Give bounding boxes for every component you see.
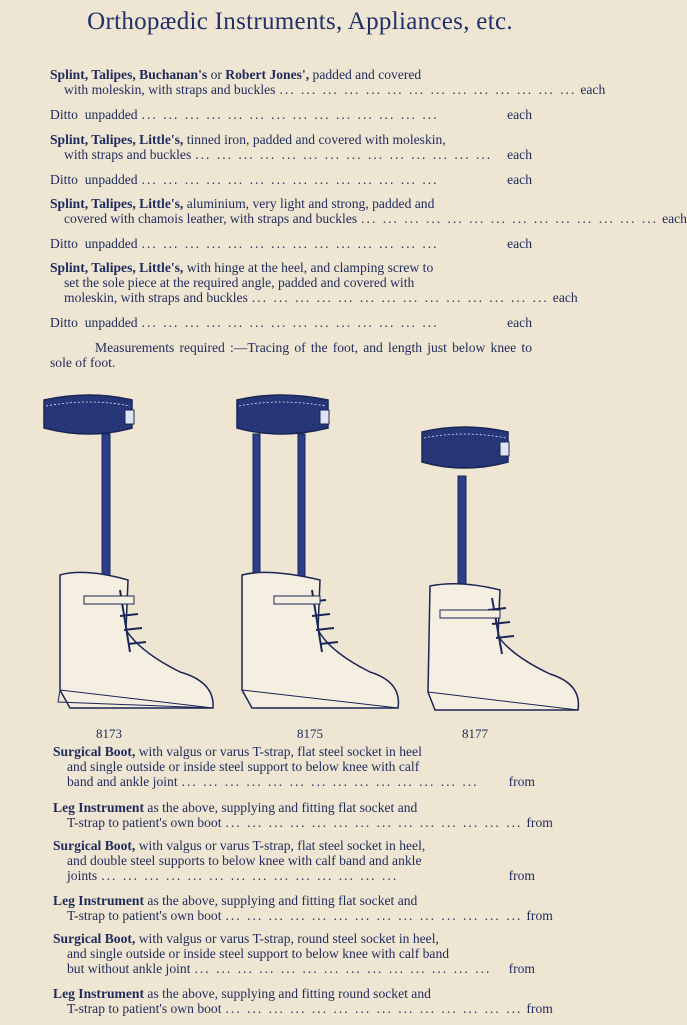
entry-name: Surgical Boot, bbox=[53, 931, 136, 946]
dot-leader: ... ... ... ... ... ... ... ... ... ... ... ... ... ... bbox=[225, 908, 523, 923]
entry-text: aluminium, very light and strong, padded and bbox=[183, 196, 435, 211]
entry-name: Splint, Talipes, Little's, bbox=[50, 260, 184, 275]
price-unit: from bbox=[526, 1001, 553, 1016]
dot-leader: ... ... ... ... ... ... ... ... ... ... ... ... ... ... bbox=[225, 815, 523, 830]
dot-leader: ... ... ... ... ... ... ... ... ... ... ... ... ... ... bbox=[181, 774, 479, 789]
splint-entry-1 bbox=[50, 67, 606, 97]
entry-text: and single outside or inside steel support to below knee with calf bbox=[67, 759, 420, 774]
splint-entry-2 bbox=[50, 107, 532, 122]
dot-leader: ... ... ... ... ... ... ... ... ... ... ... ... ... ... bbox=[141, 107, 439, 122]
entry-text: unpadded bbox=[84, 315, 138, 330]
entry-text: with hinge at the heel, and clamping screw to bbox=[183, 260, 434, 275]
dot-leader: ... ... ... ... ... ... ... ... ... ... ... ... ... ... bbox=[141, 172, 439, 187]
ditto-label: Ditto bbox=[50, 107, 78, 122]
price-unit: from bbox=[508, 868, 535, 883]
entry-name: Splint, Talipes, Little's, bbox=[50, 132, 184, 147]
dot-leader: ... ... ... ... ... ... ... ... ... ... ... ... ... ... bbox=[195, 147, 493, 162]
entry-text: but without ankle joint bbox=[67, 961, 191, 976]
splint-entry-6 bbox=[50, 236, 532, 251]
entry-text: as the above, supplying and fitting flat socket and bbox=[144, 800, 418, 815]
entry-text: and single outside or inside steel support to below knee with calf band bbox=[67, 946, 450, 961]
boot-entry-6 bbox=[53, 986, 553, 1016]
boot-entry-2 bbox=[53, 800, 553, 830]
price-unit: from bbox=[526, 908, 553, 923]
boot-8173-icon bbox=[44, 395, 213, 708]
entry-name: Surgical Boot, bbox=[53, 744, 136, 759]
splint-entry-5 bbox=[50, 196, 687, 226]
price-unit: each bbox=[662, 211, 687, 226]
entry-name: Leg Instrument bbox=[53, 800, 145, 815]
ditto-label: Ditto bbox=[50, 315, 78, 330]
price-unit: from bbox=[526, 815, 553, 830]
entry-text: as the above, supplying and fitting round socket and bbox=[144, 986, 431, 1001]
price-unit: each bbox=[507, 315, 532, 330]
entry-text: moleskin, with straps and buckles bbox=[64, 290, 248, 305]
price-unit: each bbox=[507, 147, 532, 162]
entry-text: padded and covered bbox=[309, 67, 422, 82]
entry-text: unpadded bbox=[84, 172, 138, 187]
entry-text: unpadded bbox=[84, 236, 138, 251]
measurements-note: Measurements required :—Tracing of the foot, and length just below knee to sole of foot. bbox=[50, 340, 532, 370]
entry-text: and double steel supports to below knee with calf band and ankle bbox=[67, 853, 422, 868]
entry-name: Splint, Talipes, Little's, bbox=[50, 196, 184, 211]
entry-text: unpadded bbox=[84, 107, 138, 122]
ditto-label: Ditto bbox=[50, 236, 78, 251]
entry-name: Leg Instrument bbox=[53, 986, 145, 1001]
splint-entry-3 bbox=[50, 132, 532, 162]
boot-8177-icon bbox=[422, 427, 578, 710]
dot-leader: ... ... ... ... ... ... ... ... ... ... ... ... ... ... bbox=[279, 82, 577, 97]
dot-leader: ... ... ... ... ... ... ... ... ... ... ... ... ... ... bbox=[141, 236, 439, 251]
boot-entry-1 bbox=[53, 744, 535, 789]
price-unit: each bbox=[552, 290, 578, 305]
boot-illustrations bbox=[30, 390, 590, 730]
entry-name-2: Robert Jones', bbox=[225, 67, 310, 82]
entry-text: as the above, supplying and fitting flat socket and bbox=[144, 893, 418, 908]
boot-entry-5 bbox=[53, 931, 535, 976]
entry-text: T-strap to patient's own boot bbox=[67, 815, 222, 830]
price-unit: each bbox=[580, 82, 606, 97]
splint-entry-8 bbox=[50, 315, 532, 330]
price-unit: each bbox=[507, 107, 532, 122]
entry-text: with valgus or varus T-strap, flat steel socket in heel, bbox=[135, 838, 426, 853]
figure-number: 8175 bbox=[297, 726, 323, 741]
splint-entry-4 bbox=[50, 172, 532, 187]
dot-leader: ... ... ... ... ... ... ... ... ... ... ... ... ... ... bbox=[101, 868, 399, 883]
boot-8175-icon bbox=[237, 395, 398, 708]
entry-text: with straps and buckles bbox=[64, 147, 192, 162]
entry-text: joints bbox=[67, 868, 98, 883]
entry-text: with valgus or varus T-strap, flat steel socket in heel bbox=[135, 744, 422, 759]
price-unit: each bbox=[507, 236, 532, 251]
entry-text: T-strap to patient's own boot bbox=[67, 908, 222, 923]
price-unit: each bbox=[507, 172, 532, 187]
boot-entry-3 bbox=[53, 838, 535, 883]
entry-name: Splint, Talipes, Buchanan's bbox=[50, 67, 208, 82]
ditto-label: Ditto bbox=[50, 172, 78, 187]
splint-entry-7 bbox=[50, 260, 578, 305]
entry-text: or bbox=[207, 67, 226, 82]
price-unit: from bbox=[508, 961, 535, 976]
boot-entry-4 bbox=[53, 893, 553, 923]
entry-text: tinned iron, padded and covered with moleskin, bbox=[183, 132, 446, 147]
entry-text: with moleskin, with straps and buckles bbox=[64, 82, 276, 97]
entry-name: Surgical Boot, bbox=[53, 838, 136, 853]
entry-text: band and ankle joint bbox=[67, 774, 178, 789]
entry-text: covered with chamois leather, with straps and buckles bbox=[64, 211, 358, 226]
figure-number: 8177 bbox=[462, 726, 488, 741]
page-heading: Orthopædic Instruments, Appliances, etc. bbox=[87, 8, 513, 35]
dot-leader: ... ... ... ... ... ... ... ... ... ... ... ... ... ... bbox=[361, 211, 659, 226]
dot-leader: ... ... ... ... ... ... ... ... ... ... ... ... ... ... bbox=[251, 290, 549, 305]
entry-name: Leg Instrument bbox=[53, 893, 145, 908]
dot-leader: ... ... ... ... ... ... ... ... ... ... ... ... ... ... bbox=[194, 961, 492, 976]
entry-text: with valgus or varus T-strap, round steel socket in heel, bbox=[135, 931, 439, 946]
dot-leader: ... ... ... ... ... ... ... ... ... ... ... ... ... ... bbox=[225, 1001, 523, 1016]
entry-text: T-strap to patient's own boot bbox=[67, 1001, 222, 1016]
price-unit: from bbox=[508, 774, 535, 789]
figure-number: 8173 bbox=[96, 726, 122, 741]
entry-text: set the sole piece at the required angle, padded and covered with bbox=[64, 275, 415, 290]
dot-leader: ... ... ... ... ... ... ... ... ... ... ... ... ... ... bbox=[141, 315, 439, 330]
